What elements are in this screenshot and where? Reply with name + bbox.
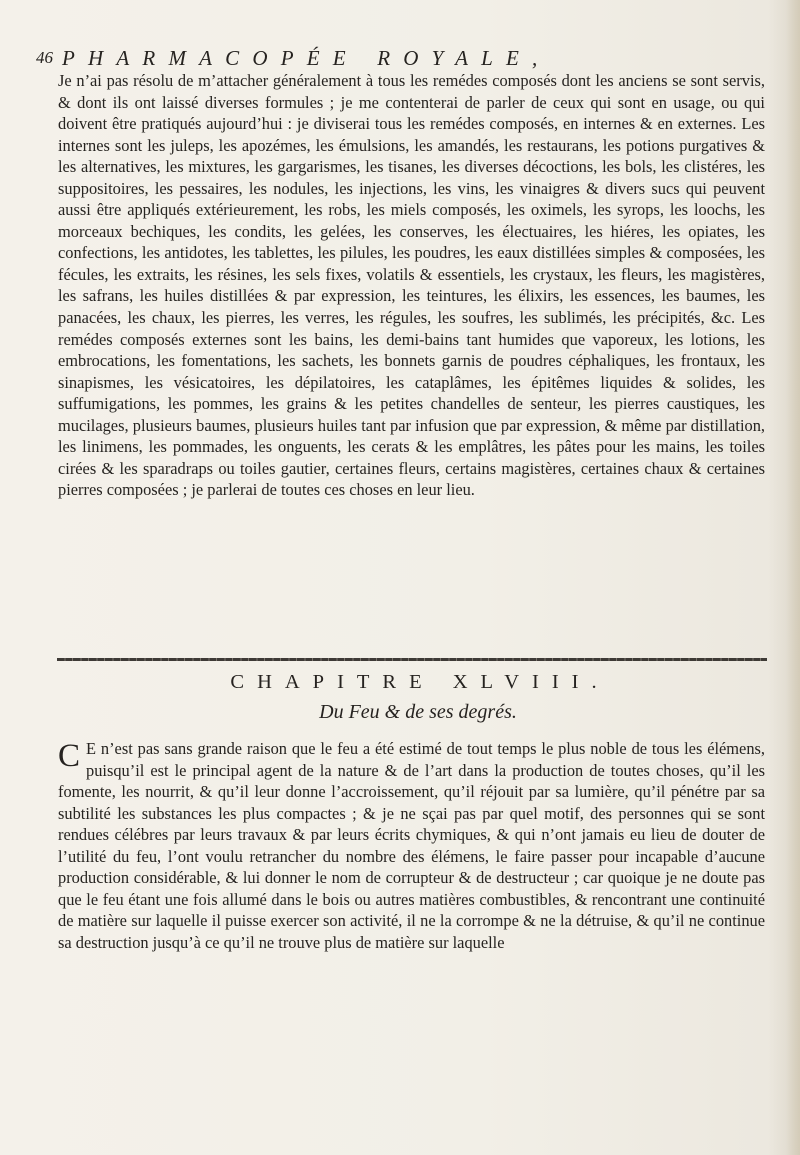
running-title: PHARMACOPÉE ROYALE, bbox=[62, 46, 551, 70]
body-paragraph-2 bbox=[58, 738, 765, 953]
drop-cap: C bbox=[58, 738, 81, 774]
page-number: 46 bbox=[36, 48, 53, 67]
body-paragraph-2-text: E n’est pas sans grande raison que le feu a été estimé de tout temps le plus noble de tous les élémens, puisqu’il est le principal agent de la nature & de l’art dans la production de toutes choses, qu’il les fomente, les nourrit, & qu’il leur donne l’accroissement, qu’il réjouit par sa lumière, qu’il pénétre par sa subtilité les substances les plus compactes ; & je ne sçai pas par quel motif, des personnes qui se sont rendues célébres par leurs travaux & par leurs écrits chymiques, & qui n’ont jamais eu lieu de douter de l’utilité du feu, l’ont voulu retrancher du nombre des élémens, le faire passer pour incapable d’aucune production considérable, & lui donner le nom de corrupteur & de destructeur ; car quoique je ne doute pas que le feu étant une fois allumé dans le bois ou autres matières combustibles, & rencontrant une continuité de matière sur laquelle il puisse exercer son activité, il ne la corrompe & ne la détruise, & qu’il ne continue sa destruction jusqu’à ce qu’il ne trouve plus de matière sur laquelle bbox=[58, 739, 765, 952]
ornamental-rule bbox=[57, 658, 767, 661]
chapter-subtitle: Du Feu & de ses degrés. bbox=[319, 701, 517, 723]
chapter-heading: CHAPITRE XLVIII. bbox=[230, 671, 610, 693]
page-edge-shadow bbox=[786, 0, 800, 1155]
body-paragraph-1: Je n’ai pas résolu de m’attacher généralement à tous les remédes composés dont les anciens se sont servis, & dont ils ont laissé diverses formules ; je me contenterai de parler de ceux qui sont en usage, ou qui doivent être pratiqués aujourd’hui : je diviserai tous les remédes composés, en internes & en externes. Les internes sont les juleps, les apozémes, les émulsions, les amandés, les restaurans, les potions purgatives & les alternatives, les mixtures, les gargarismes, les tisanes, les diverses décoctions, les bols, les clistéres, les suppositoires, les pessaires, les nodules, les injections, les vins, les vinaigres & divers sucs qui peuvent aussi être appliqués extérieurement, les robs, les miels composés, les oximels, les syrops, les loochs, les morceaux bechiques, les condits, les gelées, les conserves, les électuaires, les hiéres, les opiates, les confections, les antidotes, les tablettes, les pilules, les poudres, les eaux distillées simples & composées, les fécules, les extraits, les résines, les sels fixes, volatils & essentiels, les crystaux, les fleurs, les magistères, les safrans, les huiles distillées & par expression, les teintures, les élixirs, les essences, les baumes, les panacées, les chaux, les pierres, les verres, les régules, les soufres, les sublimés, les précipités, &c. Les remédes composés externes sont les bains, les demi-bains tant humides que vaporeux, les lotions, les embrocations, les fomentations, les sachets, les bonnets garnis de poudres céphaliques, les frontaux, les sinapismes, les vésicatoires, les dépilatoires, les cataplâmes, les épitêmes liquides & solides, les suffumigations, les pommes, les grains & les petites chandelles de senteur, les pierres caustiques, les mucilages, plusieurs baumes, plusieurs huiles tant par infusion que par expression, & même par distillation, les linimens, les pommades, les onguents, les cerats & les emplâtres, les pâtes pour les mains, les toiles cirées & les sparadraps ou toiles gautier, certaines fleurs, certains magistères, certaines chaux & certaines pierres composées ; je parlerai de toutes ces choses en leur lieu. bbox=[58, 71, 765, 500]
